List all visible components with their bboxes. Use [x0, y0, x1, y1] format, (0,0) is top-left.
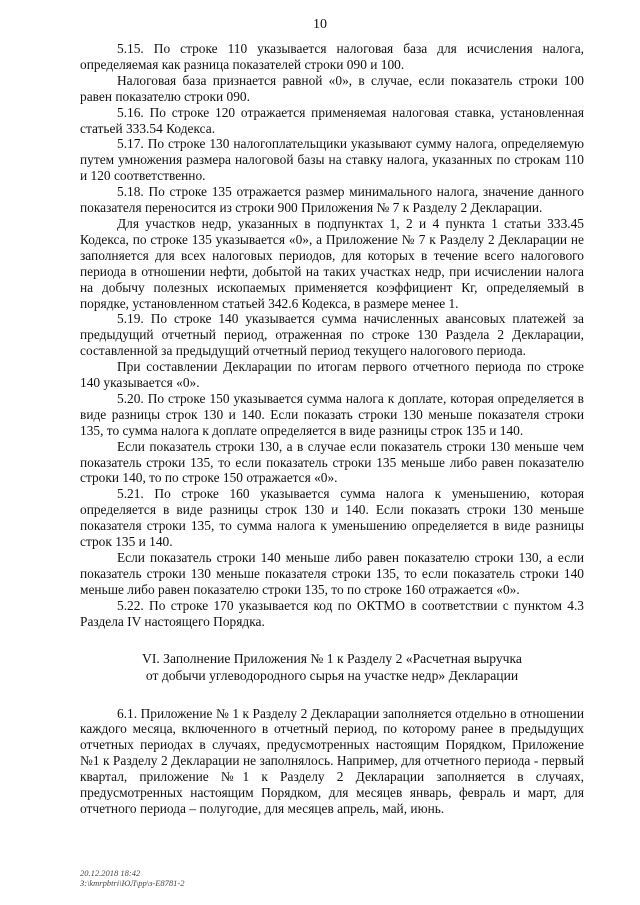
paragraph-5-21: 5.21. По строке 160 указывается сумма налога к уменьшению, которая определяется в виде разницы строк 130 и 140. Если показать строки 130 меньше показателя строки 135, то сумма налога к уменьшению определяется в виде разницы строк 135 и 140. [80, 486, 584, 550]
paragraph-5-19: 5.19. По строке 140 указывается сумма начисленных авансовых платежей за предыдущий отчетный период, отраженная по строке 130 Раздела 2 Декларации, составленной за предыдущий отчетный период текущего налогового периода. [80, 311, 584, 359]
document-body [80, 41, 584, 817]
paragraph: Налоговая база признается равной «0», в случае, если показатель строки 100 равен показателю строки 090. [80, 72, 584, 104]
paragraph-5-17: 5.17. По строке 130 налогоплательщики указывают сумму налога, определяемую путем умножения размера налоговой базы на ставку налога, указанных по строкам 110 и 120 соответственно. [80, 136, 584, 184]
section-heading [80, 650, 584, 684]
footer-timestamp: 20.12.2018 18:42 [80, 868, 141, 878]
paragraph-5-22: 5.22. По строке 170 указывается код по ОКТМО в соответствии с пунктом 4.3 Раздела IV настоящего Порядка. [80, 597, 584, 629]
paragraph-5-16: 5.16. По строке 120 отражается применяемая налоговая ставка, установленная статьей 333.54 Кодекса. [80, 104, 584, 136]
paragraph-6-1: 6.1. Приложение № 1 к Разделу 2 Декларации заполняется отдельно в отношении каждого месяца, включенного в отчетный период, по которому ранее в предыдущих отчетных периодах в случаях, предусмотренных настоящим Порядком, Приложение №1 к Разделу 2 Декларации не заполнялось. Например, для отчетного периода - первый квартал, приложение №1 к Разделу 2 Декларации заполняется в случаях, предусмотренных настоящим Порядком, для месяцев январь, февраль и март, для отчетного периода – полугодие, для месяцев апрель, май, июнь. [80, 705, 584, 816]
section-heading-line: от добычи углеводородного сырья на участке недр» Декларации [145, 667, 519, 683]
paragraph-5-18: 5.18. По строке 135 отражается размер минимального налога, значение данного показателя переносится из строки 900 Приложения № 7 к Разделу 2 Декларации. [80, 184, 584, 216]
page-number: 10 [313, 17, 327, 32]
paragraph: Если показатель строки 140 меньше либо равен показателю строки 130, а если показатель строки 130 меньше показателя строки 135, то если показатель строки 140 меньше либо равен показателю строки 135, то по строке 160 отражается «0». [80, 550, 584, 597]
paragraph-5-15: 5.15. По строке 110 указывается налоговая база для исчисления налога, определяемая как разница показателей строки 090 и 100. [80, 41, 584, 72]
section-heading-line: VI. Заполнение Приложения № 1 к Разделу 2 «Расчетная выручка [142, 650, 522, 666]
footer-stamp [80, 868, 184, 888]
paragraph: Если показатель строки 130, а в случае если показатель строки 130 меньше чем показатель строки 135, то если показатель строки 135 меньше либо равен показателю строки 140, то по строке 150 отражается «0». [80, 438, 584, 486]
footer-file-path: З:\kmrpbtri\ЮЛ\рр\з-Е8781-2 [80, 878, 185, 888]
paragraph: Для участков недр, указанных в подпунктах 1, 2 и 4 пункта 1 статьи 333.45 Кодекса, по строке 135 указывается «0», а Приложение № 7 к Разделу 2 Декларации не заполняется для всех налоговых периодов, для которых в течение всего налогового периода в отношении нефти, добытой на таких участках недр, при исчислении налога на добычу полезных ископаемых применяется коэффициент Кг, определяемый в порядке, установленном статьей 342.6 Кодекса, в размере менее 1. [80, 215, 584, 311]
paragraph-5-20: 5.20. По строке 150 указывается сумма налога к доплате, которая определяется в виде разницы строк 130 и 140. Если показать строки 130 меньше показателя строки 135, то сумма налога к доплате определяется в виде разницы строк 135 и 140. [80, 390, 584, 438]
paragraph: При составлении Декларации по итогам первого отчетного периода по строке 140 указывается «0». [80, 359, 584, 391]
